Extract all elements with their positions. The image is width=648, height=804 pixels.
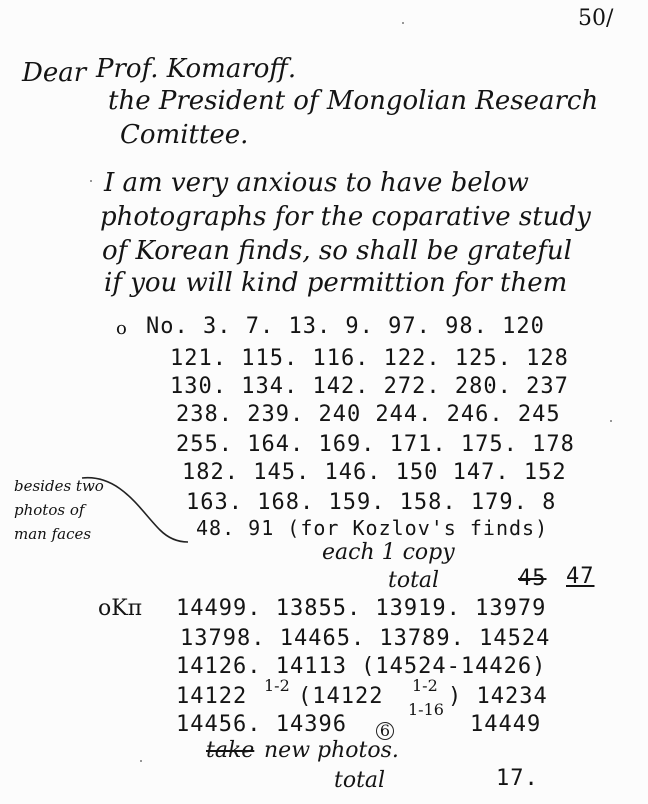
kp-line-4-paren: (14122 (298, 684, 384, 709)
numbers-line-7: 163. 168. 159. 158. 179. 8 (186, 490, 557, 515)
numbers-line-5: 255. 164. 169. 171. 175. 178 (176, 432, 575, 457)
kp-line-4-end: ) 14234 (448, 684, 548, 709)
page-number: 50/ (578, 6, 614, 31)
paper-speck (610, 420, 612, 422)
subscript-2: 1-16 (408, 700, 444, 719)
addressee-title-line-2: Comittee. (120, 120, 249, 150)
side-note-bracket-curve (80, 470, 190, 550)
kp-line-3: 14126. 14113 (14524-14426) (176, 654, 547, 679)
total-struck-value: 45 (518, 566, 547, 591)
paper-speck (140, 760, 142, 762)
circled-6: 6 (376, 722, 394, 740)
each-copy: each 1 copy (322, 540, 455, 565)
numbers-line-6: 182. 145. 146. 150 147. 152 (182, 460, 567, 485)
side-note-line-3: man faces (14, 525, 92, 543)
numbers-line-8: 48. 91 (for Kozlov's finds) (196, 516, 549, 540)
salutation: Dear (22, 58, 87, 88)
numbers-line-3: 130. 134. 142. 272. 280. 237 (170, 374, 569, 399)
kp-line-5-end: 14449 (470, 712, 542, 737)
side-note-line-2: photos of (14, 501, 85, 519)
side-note-line-1: besides two (14, 477, 104, 495)
body-line-1: I am very anxious to have below (104, 168, 529, 198)
kp-line-2: 13798. 14465. 13789. 14524 (180, 626, 551, 651)
body-line-3: of Korean finds, so shall be grateful (102, 236, 572, 266)
kp-line-5: 14456. 14396 (176, 712, 347, 737)
list-marker-2: oKπ (98, 596, 143, 621)
superscript-2: 1-2 (412, 676, 438, 695)
superscript-1: 1-2 (264, 676, 290, 695)
numbers-line-4: 238. 239. 240 244. 246. 245 (176, 402, 561, 427)
paper-speck (90, 180, 92, 182)
total-label-1: total (388, 568, 440, 593)
total-label-2: total (334, 768, 386, 793)
total-value-1: 47 (566, 564, 595, 589)
kp-line-1: 14499. 13855. 13919. 13979 (176, 596, 547, 621)
body-line-4: if you will kind permittion for them (104, 268, 568, 298)
numbers-line-2: 121. 115. 116. 122. 125. 128 (170, 346, 569, 371)
body-line-2: photographs for the coparative study (100, 202, 591, 232)
numbers-line-1: No. 3. 7. 13. 9. 97. 98. 120 (146, 314, 545, 339)
new-photos: new photos. (264, 738, 399, 763)
total-value-2: 17. (496, 766, 539, 791)
list-marker-1: o (116, 318, 127, 339)
kp-line-4-start: 14122 (176, 684, 248, 709)
paper-speck (402, 22, 404, 24)
addressee-title-line-1: the President of Mongolian Research (108, 86, 599, 116)
new-photos-struck: take (206, 738, 255, 763)
addressee-name: Prof. Komaroff. (96, 54, 297, 84)
